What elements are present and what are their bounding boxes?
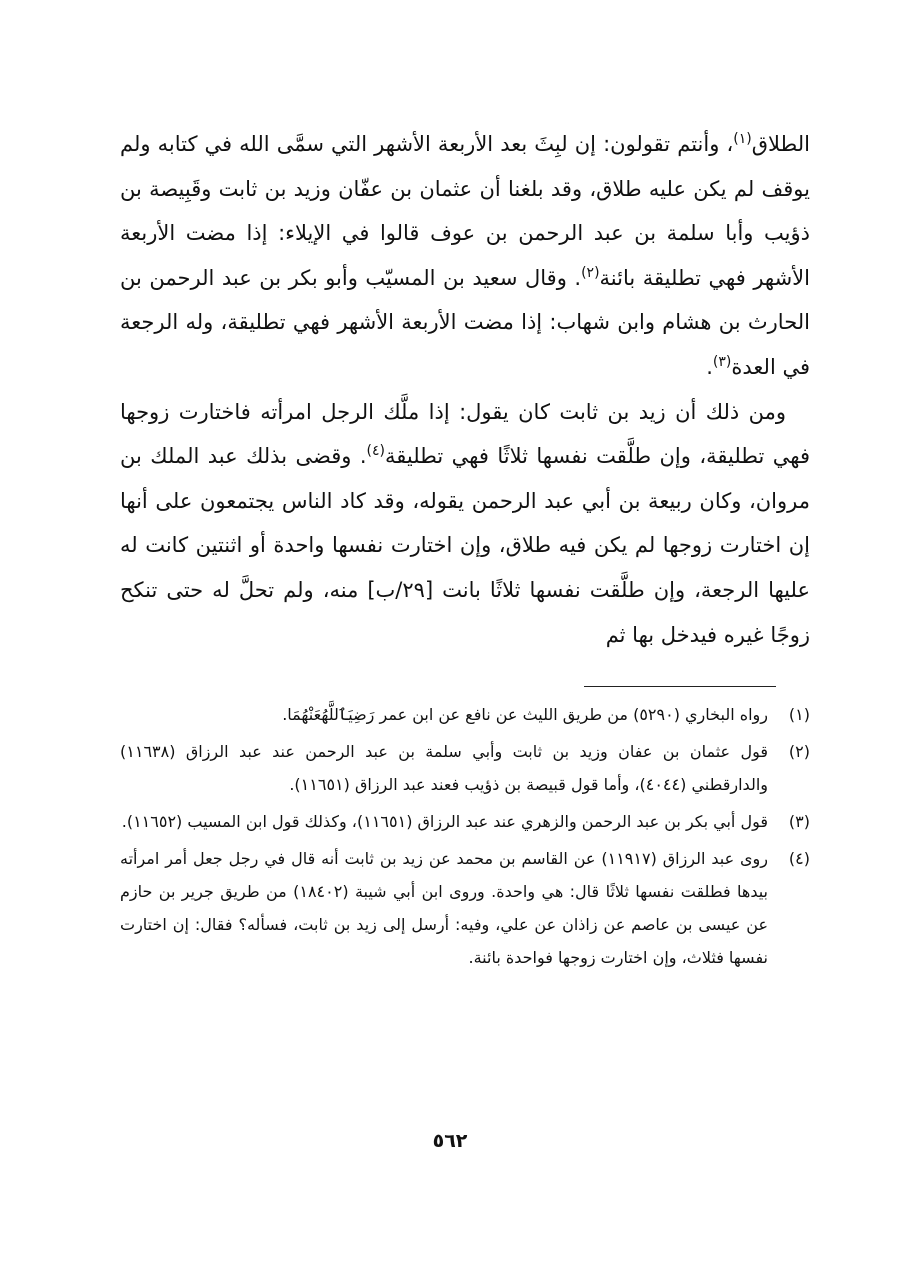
footnote-text: قول عثمان بن عفان وزيد بن ثابت وأبي سلمة بن عبد الرحمن عند عبد الرزاق (١١٦٣٨) والدارقطني (٤٠٤٤)، وأما قول قبيصة بن ذؤيب فعند عبد الرزاق (١١٦٥١). [120,742,768,794]
footnote-number: (١) [788,705,810,724]
paragraph-1-part-1: الطلاق [751,132,810,156]
paragraph-2 [120,390,810,658]
footnote-ref-3: (٣) [712,353,732,370]
footnote-number: (٣) [788,812,810,831]
paragraph-2-part-2: . وقضى بذلك عبد الملك بن مروان، وكان ربيعة بن أبي عبد الرحمن يقوله، وقد كاد الناس يجتمعون على أنها إن اختارت زوجها لم يكن فيه طلاق، وإن اختارت نفسها واحدة أو اثنتين كانت له عليها الرجعة، وإن طلَّقت نفسها ثلاثًا بانت [٢٩/ب] منه، ولم تحلَّ له حتى تنكح زوجًا غيره فيدخل بها ثم [120,444,810,647]
footnote-1 [120,698,810,731]
footnote-text: رواه البخاري (٥٢٩٠) من طريق الليث عن نافع عن ابن عمر رَضِيَٱللَّهُعَنْهُمَا. [282,705,768,724]
footnote-ref-1: (١) [733,131,752,147]
paragraph-1-part-4: . [706,354,713,379]
footnote-2 [120,735,810,801]
footnote-separator [584,686,776,687]
footnote-4 [120,842,810,974]
footnote-text: قول أبي بكر بن عبد الرحمن والزهري عند عبد الرزاق (١١٦٥١)، وكذلك قول ابن المسيب (١١٦٥٢). [121,812,768,831]
footnote-text: روى عبد الرزاق (١١٩١٧) عن القاسم بن محمد عن زيد بن ثابت أنه قال في رجل جعل أمر امرأته بيدها فطلقت نفسها ثلاثًا قال: هي واحدة. وروى ابن أبي شيبة (١٨٤٠٢) من طريق جرير بن حازم عن عيسى بن عاصم عن زاذان عن علي، وفيه: أرسل إلى زيد بن ثابت، فسأله؟ فقال: إن اختارت نفسها فثلاث، وإن اختارت زوجها فواحدة بائنة. [120,849,769,967]
paragraph-2-part-1: ومن ذلك أن زيد بن ثابت كان يقول: إذا ملَّك الرجل امرأته فاختارت زوجها فهي تطليقة، وإن طلَّقت نفسها ثلاثًا فهي تطليقة [120,399,811,469]
footnote-number: (٤) [788,849,810,868]
footnote-3 [120,805,810,838]
main-text [120,122,810,657]
footnote-ref-4: (٤) [366,443,385,460]
page-number: ٥٦٢ [432,1130,468,1152]
footnote-number: (٢) [788,742,810,761]
footnotes [120,698,810,978]
footnote-ref-2: (٢) [581,264,600,281]
paragraph-1-part-3: . وقال سعيد بن المسيّب وأبو بكر بن عبد الرحمن بن الحارث بن هشام وابن شهاب: إذا مضت الأربعة الأشهر فهي تطليقة، وله الرجعة في العدة [120,265,810,379]
paragraph-1 [120,122,810,390]
paragraph-1-part-2: ، وأنتم تقولون: إن لبِثَ بعد الأربعة الأشهر التي سمَّى الله في كتابه ولم يوقف لم يكن عليه طلاق، وقد بلغنا أن عثمان بن عفّان وزيد بن ثابت وقَبِيصة بن ذؤيب وأبا سلمة بن عبد الرحمن بن عوف قالوا في الإيلاء: إذا مضت الأربعة الأشهر فهي تطليقة بائنة [120,132,810,290]
